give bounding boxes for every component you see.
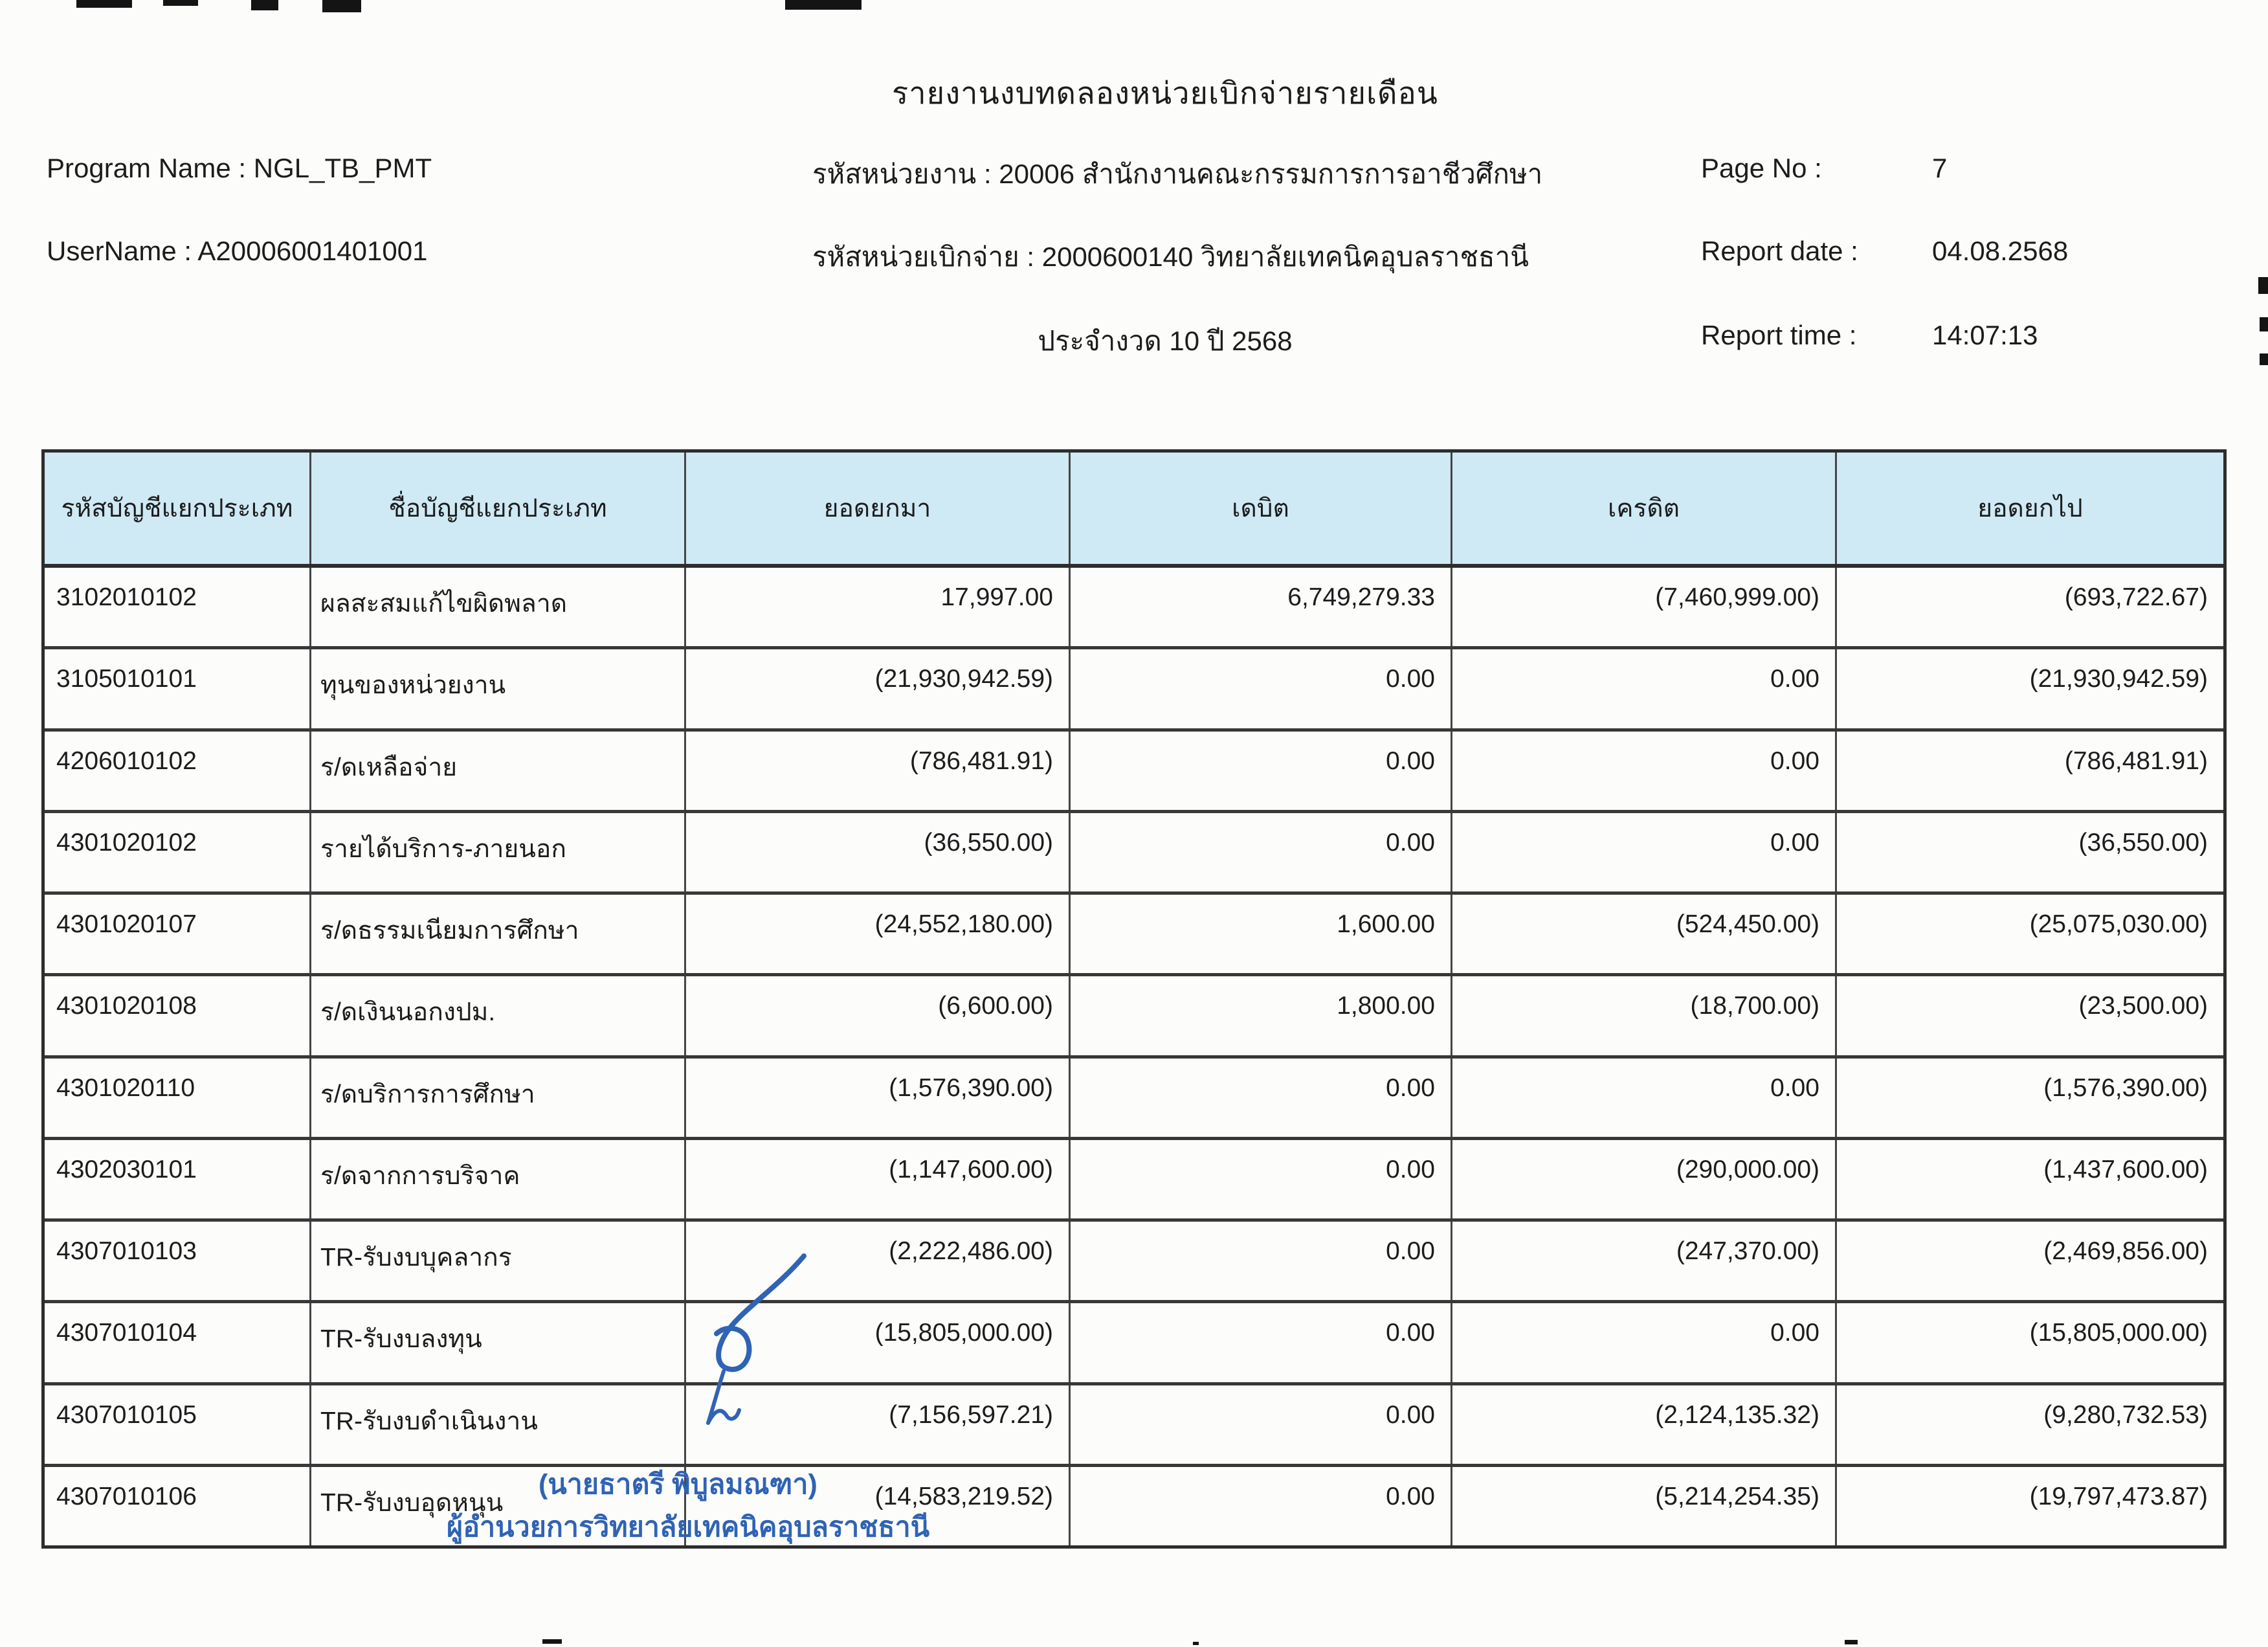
table-row — [45, 813, 2223, 895]
carry-forward-amount: (24,552,180.00) — [686, 895, 1071, 973]
account-code: 3105010101 — [45, 649, 311, 728]
scan-artifact — [542, 1639, 562, 1644]
col-header-account-name: ชื่อบัญชีแยกประเภท — [311, 453, 686, 564]
carry-forward-amount: (36,550.00) — [686, 813, 1071, 891]
credit-amount: (18,700.00) — [1452, 976, 1837, 1055]
table-row — [45, 568, 2223, 649]
carry-forward-amount: 17,997.00 — [686, 568, 1071, 646]
credit-amount: 0.00 — [1452, 813, 1837, 891]
account-name: รายได้บริการ-ภายนอก — [311, 813, 686, 891]
account-name: ร/ดธรรมเนียมการศึกษา — [311, 895, 686, 973]
balance-forward-amount: (25,075,030.00) — [2029, 910, 2208, 938]
account-code: 4307010104 — [45, 1303, 311, 1382]
carry-forward-amount: (1,147,600.00) — [686, 1140, 1071, 1218]
account-name: ร/ดเหลือจ่าย — [311, 732, 686, 810]
credit-amount: (5,214,254.35) — [1452, 1467, 1837, 1545]
scan-artifact — [2258, 277, 2268, 294]
table-row — [45, 1303, 2223, 1385]
scan-artifact — [76, 0, 132, 8]
period-line: ประจำงวด 10 ปี 2568 — [1038, 326, 1293, 356]
balance-forward-amount: (1,576,390.00) — [2043, 1073, 2208, 1102]
table-row — [45, 649, 2223, 731]
account-name: ทุนของหน่วยงาน — [311, 649, 686, 728]
scan-artifact — [251, 0, 278, 10]
balance-forward-amount: (786,481.91) — [2064, 746, 2208, 775]
credit-amount: 0.00 — [1452, 1059, 1837, 1137]
scan-artifact — [785, 0, 862, 10]
credit-amount: 0.00 — [1452, 1303, 1837, 1382]
debit-amount: 0.00 — [1071, 1467, 1452, 1545]
carry-forward-amount: (6,600.00) — [686, 976, 1071, 1055]
trial-balance-table — [41, 449, 2227, 1549]
debit-amount: 1,800.00 — [1071, 976, 1452, 1055]
carry-forward-amount: (14,583,219.52) — [686, 1467, 1071, 1545]
account-code: 3102010102 — [45, 568, 311, 646]
page-no-value: 7 — [1932, 153, 1948, 183]
table-row — [45, 732, 2223, 813]
account-code: 4307010106 — [45, 1467, 311, 1545]
debit-amount: 0.00 — [1071, 649, 1452, 728]
debit-amount: 1,600.00 — [1071, 895, 1452, 973]
report-date-label: Report date : — [1701, 236, 1858, 266]
account-name: ร/ดเงินนอกงปม. — [311, 976, 686, 1055]
table-row — [45, 976, 2223, 1058]
account-code: 4301020108 — [45, 976, 311, 1055]
account-code: 4307010105 — [45, 1385, 311, 1464]
account-code: 4302030101 — [45, 1140, 311, 1218]
carry-forward-amount: (21,930,942.59) — [686, 649, 1071, 728]
program-name-line: Program Name : NGL_TB_PMT — [47, 153, 432, 183]
account-name: TR-รับงบลงทุน — [311, 1303, 686, 1382]
scan-artifact — [1193, 1642, 1199, 1645]
col-header-debit: เดบิต — [1071, 453, 1452, 564]
report-title: รายงานงบทดลองหน่วยเบิกจ่ายรายเดือน — [892, 76, 1438, 110]
balance-forward-amount: (1,437,600.00) — [2043, 1155, 2208, 1183]
agency-code-line: รหัสหน่วยงาน : 20006 สำนักงานคณะกรรมการการอาชีวศึกษา — [812, 159, 1543, 189]
report-time-value: 14:07:13 — [1932, 320, 2038, 350]
table-row — [45, 1467, 2223, 1545]
carry-forward-amount: (2,222,486.00) — [686, 1222, 1071, 1300]
signer-title: ผู้อำนวยการวิทยาลัยเทคนิคอุบลราชธานี — [447, 1512, 930, 1543]
table-row — [45, 1140, 2223, 1222]
account-name: ร/ดจากการบริจาค — [311, 1140, 686, 1218]
debit-amount: 0.00 — [1071, 1059, 1452, 1137]
debit-amount: 0.00 — [1071, 813, 1452, 891]
credit-amount: 0.00 — [1452, 732, 1837, 810]
account-name: ร/ดบริการการศึกษา — [311, 1059, 686, 1137]
account-name: ผลสะสมแก้ไขผิดพลาด — [311, 568, 686, 646]
credit-amount: 0.00 — [1452, 649, 1837, 728]
balance-forward-amount: (21,930,942.59) — [2029, 665, 2208, 693]
account-code: 4206010102 — [45, 732, 311, 810]
debit-amount: 6,749,279.33 — [1071, 568, 1452, 646]
carry-forward-amount: (786,481.91) — [686, 732, 1071, 810]
account-name: TR-รับงบดำเนินงาน — [311, 1385, 686, 1464]
debit-amount: 0.00 — [1071, 1222, 1452, 1300]
credit-amount: (7,460,999.00) — [1452, 568, 1837, 646]
col-header-credit: เครดิต — [1452, 453, 1837, 564]
debit-amount: 0.00 — [1071, 1140, 1452, 1218]
page-no-label: Page No : — [1701, 153, 1822, 183]
debit-amount: 0.00 — [1071, 732, 1452, 810]
credit-amount: (524,450.00) — [1452, 895, 1837, 973]
balance-forward-amount: (36,550.00) — [2078, 828, 2208, 857]
account-name: TR-รับงบบุคลากร — [311, 1222, 686, 1300]
balance-forward-amount: (2,469,856.00) — [2043, 1237, 2208, 1265]
carry-forward-amount: (7,156,597.21) — [686, 1385, 1071, 1464]
signature-ink — [681, 1248, 830, 1429]
credit-amount: (247,370.00) — [1452, 1222, 1837, 1300]
scan-artifact — [2260, 353, 2268, 365]
carry-forward-amount: (15,805,000.00) — [686, 1303, 1071, 1382]
balance-forward-amount: (15,805,000.00) — [2029, 1319, 2208, 1347]
balance-forward-amount: (9,280,732.53) — [2043, 1400, 2208, 1429]
table-row — [45, 1059, 2223, 1140]
table-row — [45, 1222, 2223, 1303]
table-row — [45, 1385, 2223, 1467]
col-header-balance-forward: ยอดยกไป — [1977, 495, 2083, 522]
balance-forward-amount: (693,722.67) — [2064, 583, 2208, 611]
credit-amount: (2,124,135.32) — [1452, 1385, 1837, 1464]
col-header-carry-forward: ยอดยกมา — [686, 453, 1071, 564]
col-header-account-code: รหัสบัญชีแยกประเภท — [45, 453, 311, 564]
table-header-row — [45, 453, 2223, 568]
balance-forward-amount: (23,500.00) — [2078, 992, 2208, 1020]
balance-forward-amount: (19,797,473.87) — [2029, 1482, 2208, 1510]
report-date-value: 04.08.2568 — [1932, 236, 2069, 266]
scan-artifact — [1845, 1640, 1858, 1644]
disbursement-unit-line: รหัสหน่วยเบิกจ่าย : 2000600140 วิทยาลัยเทคนิคอุบลราชธานี — [812, 241, 1529, 272]
debit-amount: 0.00 — [1071, 1385, 1452, 1464]
username-line: UserName : A20006001401001 — [47, 236, 428, 266]
account-code: 4301020110 — [45, 1059, 311, 1137]
account-code: 4307010103 — [45, 1222, 311, 1300]
credit-amount: (290,000.00) — [1452, 1140, 1837, 1218]
carry-forward-amount: (1,576,390.00) — [686, 1059, 1071, 1137]
account-code: 4301020107 — [45, 895, 311, 973]
debit-amount: 0.00 — [1071, 1303, 1452, 1382]
scan-artifact — [163, 0, 198, 6]
signer-name: (นายธาตรี พิบูลมณฑา) — [539, 1469, 817, 1500]
scan-artifact — [322, 0, 361, 12]
report-time-label: Report time : — [1701, 320, 1857, 350]
table-row — [45, 895, 2223, 976]
account-name: TR-รับงบอุดหนุน — [311, 1467, 686, 1545]
account-code: 4301020102 — [45, 813, 311, 891]
scan-artifact — [2260, 317, 2268, 331]
